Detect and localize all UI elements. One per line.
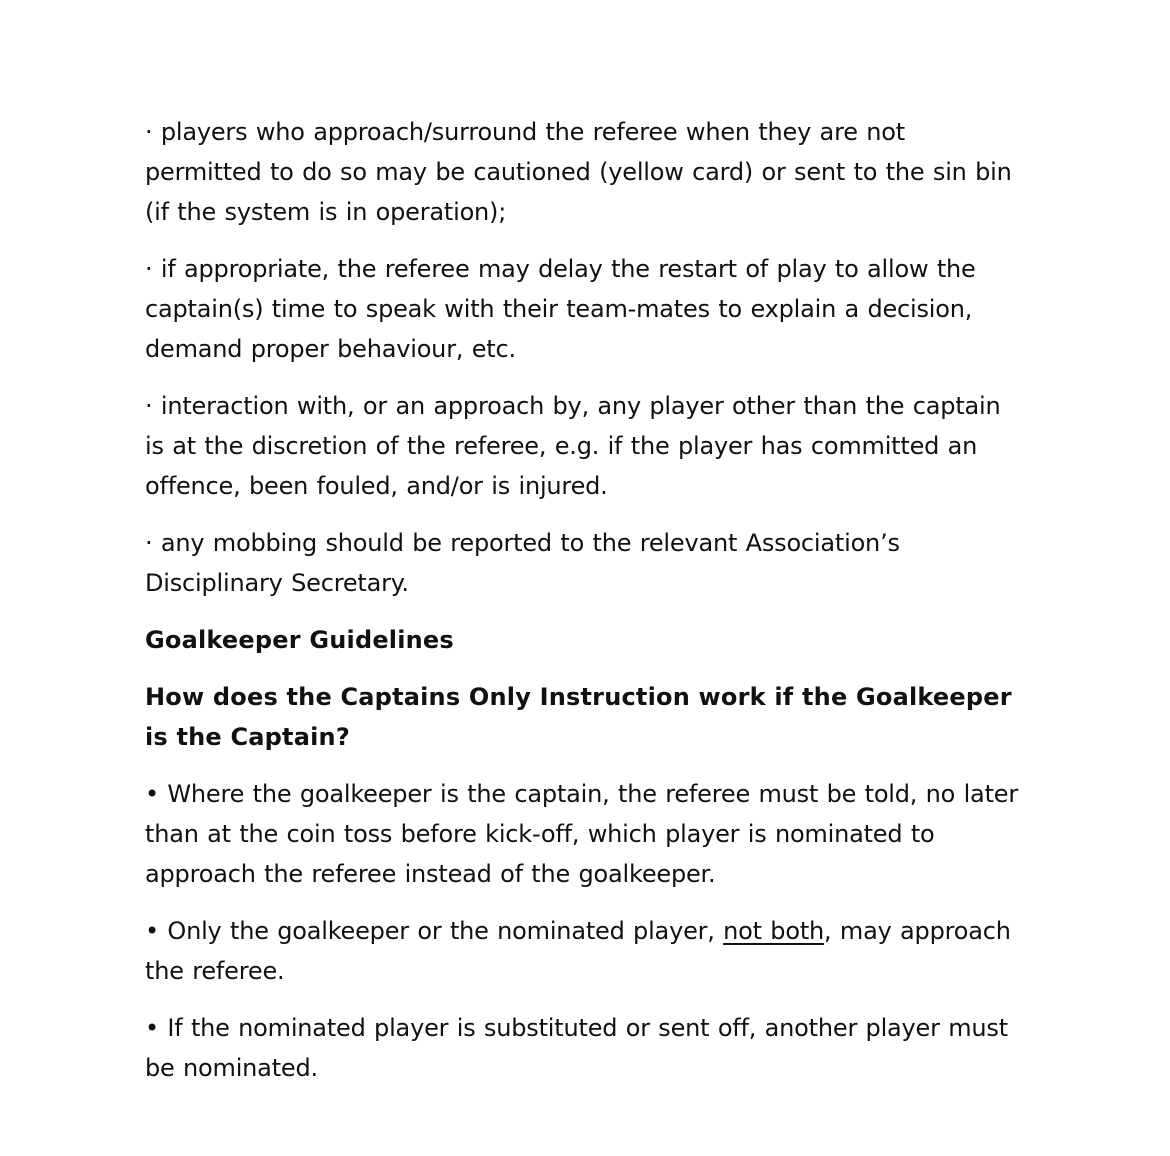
bullet-goalkeeper-captain: • Where the goalkeeper is the captain, the referee must be told, no later than at the coin toss before kick-off, which player is nominated to approach the referee instead of the goalkeeper. [145,780,1019,888]
bullet-only-one-approach [145,911,1025,991]
bullet-2-text-before: • Only the goalkeeper or the nominated player, [145,917,724,945]
paragraph-mobbing: · any mobbing should be reported to the relevant Association’s Disciplinary Secretary. [145,529,900,597]
bullet-2-text-after: , may approach the referee. [145,917,1011,985]
paragraph-delay-restart: · if appropriate, the referee may delay the restart of play to allow the captain(s) time to speak with their team-mates to explain a decision, demand proper behaviour, etc. [145,255,976,363]
document-body [145,112,1025,1105]
question-heading: How does the Captains Only Instruction work if the Goalkeeper is the Captain? [145,683,1012,751]
underlined-not-both: not both [723,917,825,945]
paragraph-approach-referee: · players who approach/surround the referee when they are not permitted to do so may be cautioned (yellow card) or sent to the sin bin (if the system is in operation); [145,118,1012,226]
paragraph-interaction: · interaction with, or an approach by, any player other than the captain is at the discretion of the referee, e.g. if the player has committed an offence, been fouled, and/or is injured. [145,392,1001,500]
section-heading: Goalkeeper Guidelines [145,626,454,654]
bullet-nominated-substituted: • If the nominated player is substituted or sent off, another player must be nominated. [145,1014,1008,1082]
